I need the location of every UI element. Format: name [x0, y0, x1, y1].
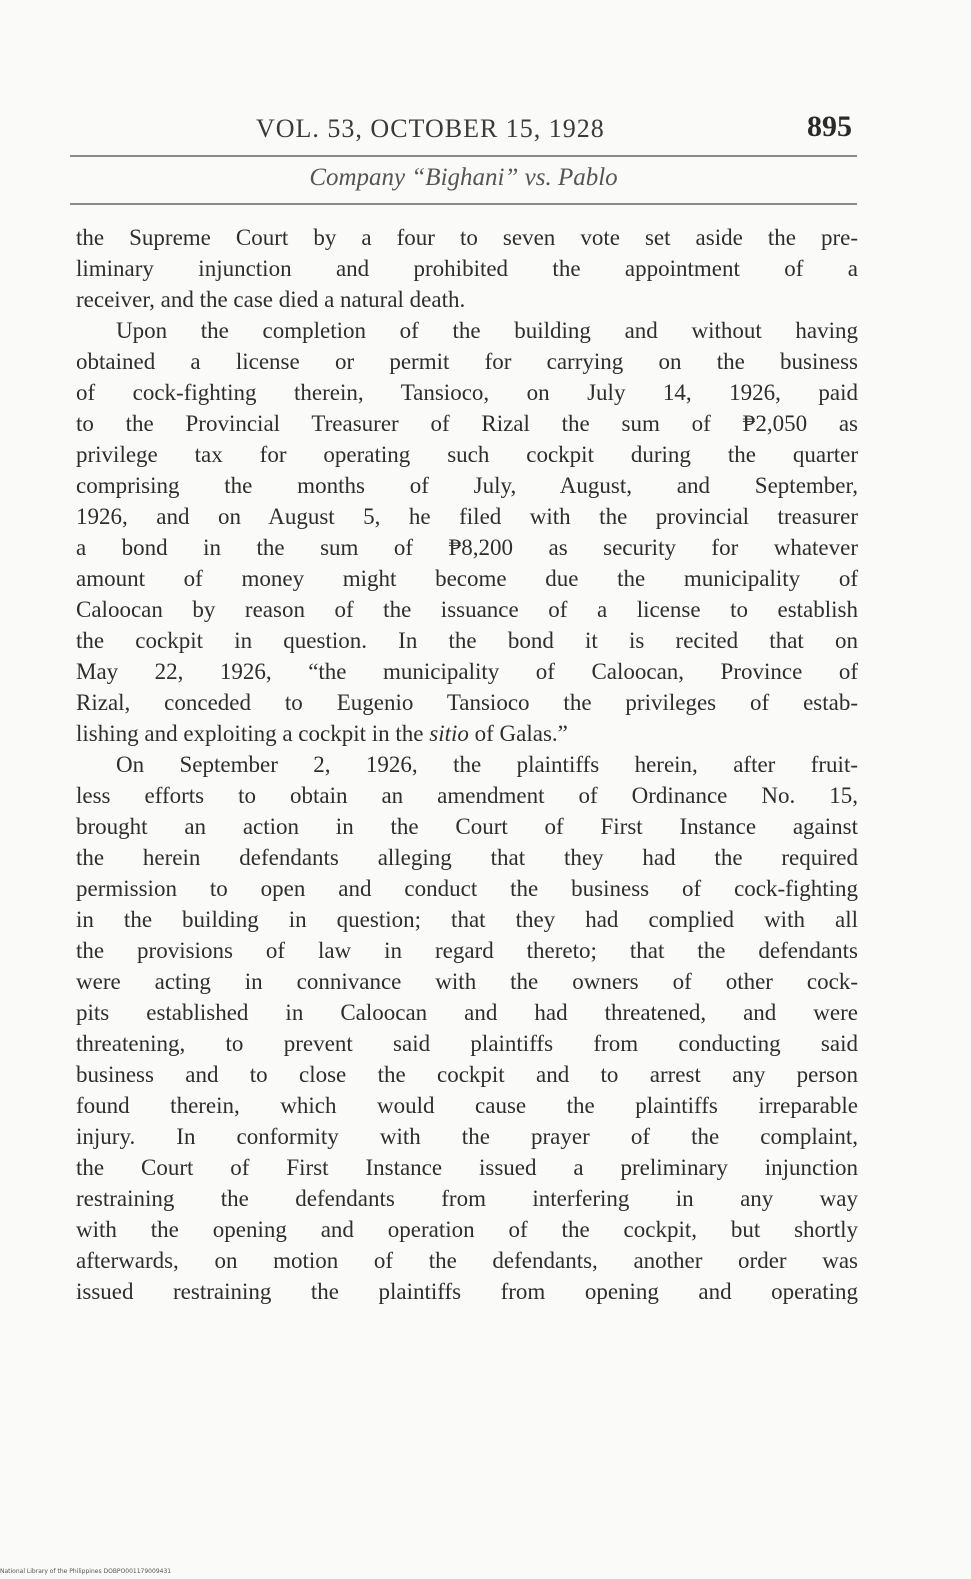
text-line: liminary injunction and prohibited the appointment of a — [76, 256, 858, 281]
text-line: business and to close the cockpit and to arrest any person — [76, 1062, 858, 1087]
text-line: injury. In conformity with the prayer of the complaint, — [76, 1124, 858, 1149]
volume-date: VOL. 53, OCTOBER 15, 1928 — [256, 114, 605, 143]
text-line: May 22, 1926, “the municipality of Caloocan, Province of — [76, 659, 858, 684]
text-line: threatening, to prevent said plaintiffs from conducting said — [76, 1031, 858, 1056]
text-line: privilege tax for operating such cockpit during the quarter — [76, 442, 858, 467]
text-line: afterwards, on motion of the defendants, another order was — [76, 1248, 858, 1273]
text-line: the Court of First Instance issued a preliminary injunction — [76, 1155, 858, 1180]
text-line: the herein defendants alleging that they had the required — [76, 845, 858, 870]
text-line: Caloocan by reason of the issuance of a license to establish — [76, 597, 858, 622]
header-rule-top — [70, 155, 857, 157]
text-line: in the building in question; that they had complied with all — [76, 907, 858, 932]
text-segment: lishing and exploiting a cockpit in the — [76, 721, 430, 746]
body-text — [76, 222, 858, 1307]
text-line: receiver, and the case died a natural death. — [76, 287, 466, 312]
text-line: Rizal, conceded to Eugenio Tansioco the privileges of estab- — [76, 690, 858, 715]
text-line: permission to open and conduct the business of cock-fighting — [76, 876, 858, 901]
text-line: of cock-fighting therein, Tansioco, on July 14, 1926, paid — [76, 380, 858, 405]
text-line: restraining the defendants from interfering in any way — [76, 1186, 858, 1211]
text-line: Upon the completion of the building and without having — [116, 318, 858, 343]
text-segment: of Galas.” — [468, 721, 568, 746]
text-line: 1926, and on August 5, he filed with the provincial treasurer — [76, 504, 858, 529]
text-line: found therein, which would cause the plaintiffs irreparable — [76, 1093, 858, 1118]
text-line: comprising the months of July, August, and September, — [76, 473, 858, 498]
text-line: to the Provincial Treasurer of Rizal the sum of ₱2,050 as — [76, 411, 858, 436]
text-line: the Supreme Court by a four to seven vote set aside the pre- — [76, 225, 858, 250]
text-line: pits established in Caloocan and had threatened, and were — [76, 1000, 858, 1025]
text-line: less efforts to obtain an amendment of Ordinance No. 15, — [76, 783, 858, 808]
text-line: On September 2, 1926, the plaintiffs herein, after fruit- — [116, 752, 858, 777]
text-line: the provisions of law in regard thereto; that the defendants — [76, 938, 858, 963]
header-rule-bottom — [70, 203, 857, 205]
text-line: with the opening and operation of the cockpit, but shortly — [76, 1217, 858, 1242]
text-line: were acting in connivance with the owners of other cock- — [76, 969, 858, 994]
text-line: brought an action in the Court of First Instance against — [76, 814, 858, 839]
archive-footer: National Library of the Philippines DOBPO001179009431 — [0, 1568, 172, 1575]
page-number: 895 — [807, 110, 852, 143]
text-line: a bond in the sum of ₱8,200 as security for whatever — [76, 535, 858, 560]
text-line-with-italic — [76, 718, 858, 749]
text-line: amount of money might become due the municipality of — [76, 566, 858, 591]
text-line: obtained a license or permit for carrying on the business — [76, 349, 858, 374]
case-title: Company “Bighani” vs. Pablo — [309, 164, 618, 191]
text-line: issued restraining the plaintiffs from opening and operating — [76, 1279, 858, 1304]
running-head — [70, 108, 860, 148]
text-line: the cockpit in question. In the bond it is recited that on — [76, 628, 858, 653]
italic-term-sitio: sitio — [429, 721, 469, 746]
